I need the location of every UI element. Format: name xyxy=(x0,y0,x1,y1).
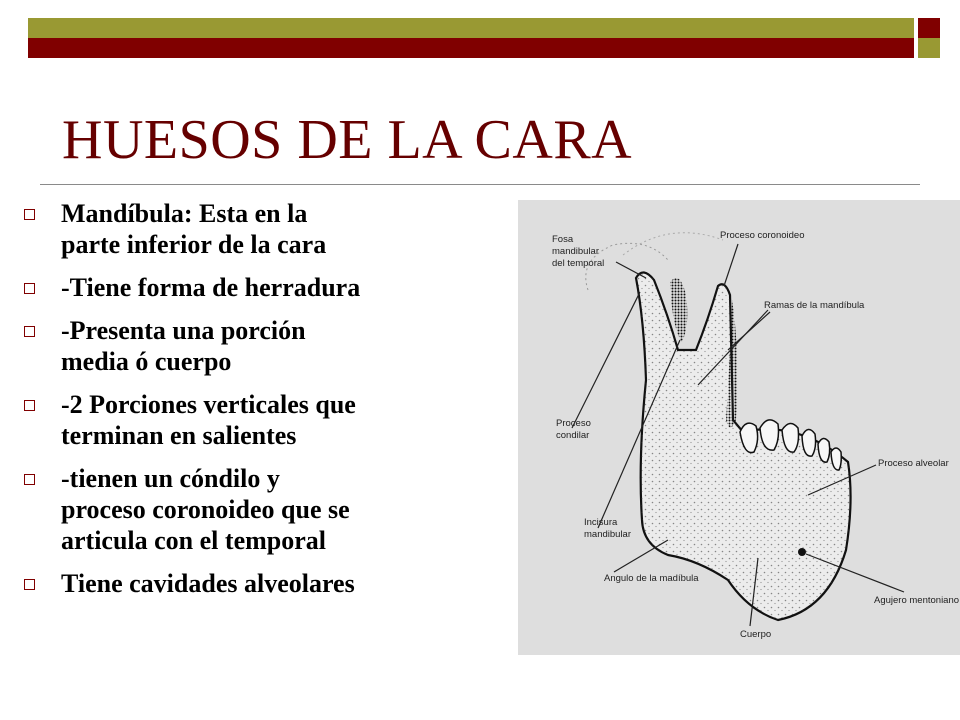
bullet-item xyxy=(18,198,498,260)
label-proceso-condilar-1: Proceso xyxy=(556,418,591,429)
label-angulo-mandibula: Angulo de la madíbula xyxy=(604,573,699,584)
label-fosa-3: del temporal xyxy=(552,258,605,269)
square-bullet-icon xyxy=(24,283,35,294)
label-agujero-mentoniano: Agujero mentoniano xyxy=(874,595,960,606)
bullet-item xyxy=(18,315,498,377)
square-bullet-icon xyxy=(24,400,35,411)
corner-square-maroon xyxy=(918,18,940,38)
mandible-illustration xyxy=(518,200,960,655)
title-divider xyxy=(40,184,920,185)
bullet-item xyxy=(18,272,498,303)
top-decorative-bar xyxy=(28,18,914,58)
slide-title: HUESOS DE LA CARA xyxy=(62,109,633,171)
bullet-item xyxy=(18,389,498,451)
top-bar-maroon-stripe xyxy=(28,38,914,58)
label-incisura-1: Incisura xyxy=(584,517,618,528)
skull-sketch-line xyxy=(623,233,723,255)
corner-square-olive xyxy=(918,38,940,58)
bullet-text: -tienen un cóndilo y proceso coronoideo que se articula con el temporal xyxy=(61,464,350,555)
label-proceso-condilar-2: condilar xyxy=(556,430,590,441)
square-bullet-icon xyxy=(24,579,35,590)
square-bullet-icon xyxy=(24,209,35,220)
bullet-text: -Tiene forma de herradura xyxy=(61,273,361,302)
mental-foramen-mark xyxy=(798,548,806,556)
label-ramas-mandibula: Ramas de la mandíbula xyxy=(764,300,865,311)
label-proceso-coronoideo: Proceso coronoideo xyxy=(720,230,805,241)
bullet-text: -Presenta una porción media ó cuerpo xyxy=(61,316,306,376)
bullet-list xyxy=(18,198,498,611)
bullet-item xyxy=(18,463,498,556)
label-incisura-2: mandibular xyxy=(584,529,631,540)
bullet-text: Mandíbula: Esta en la parte inferior de la cara xyxy=(61,199,327,259)
top-bar-olive-stripe xyxy=(28,18,914,38)
square-bullet-icon xyxy=(24,474,35,485)
square-bullet-icon xyxy=(24,326,35,337)
bullet-text: -2 Porciones verticales que terminan en salientes xyxy=(61,390,356,450)
label-fosa-1: Fosa xyxy=(552,234,574,245)
label-proceso-alveolar: Proceso alveolar xyxy=(878,458,949,469)
bullet-text: Tiene cavidades alveolares xyxy=(61,569,355,598)
bullet-item xyxy=(18,568,498,599)
label-cuerpo: Cuerpo xyxy=(740,629,772,640)
mandible-diagram xyxy=(518,200,960,655)
label-fosa-2: mandibular xyxy=(552,246,599,257)
